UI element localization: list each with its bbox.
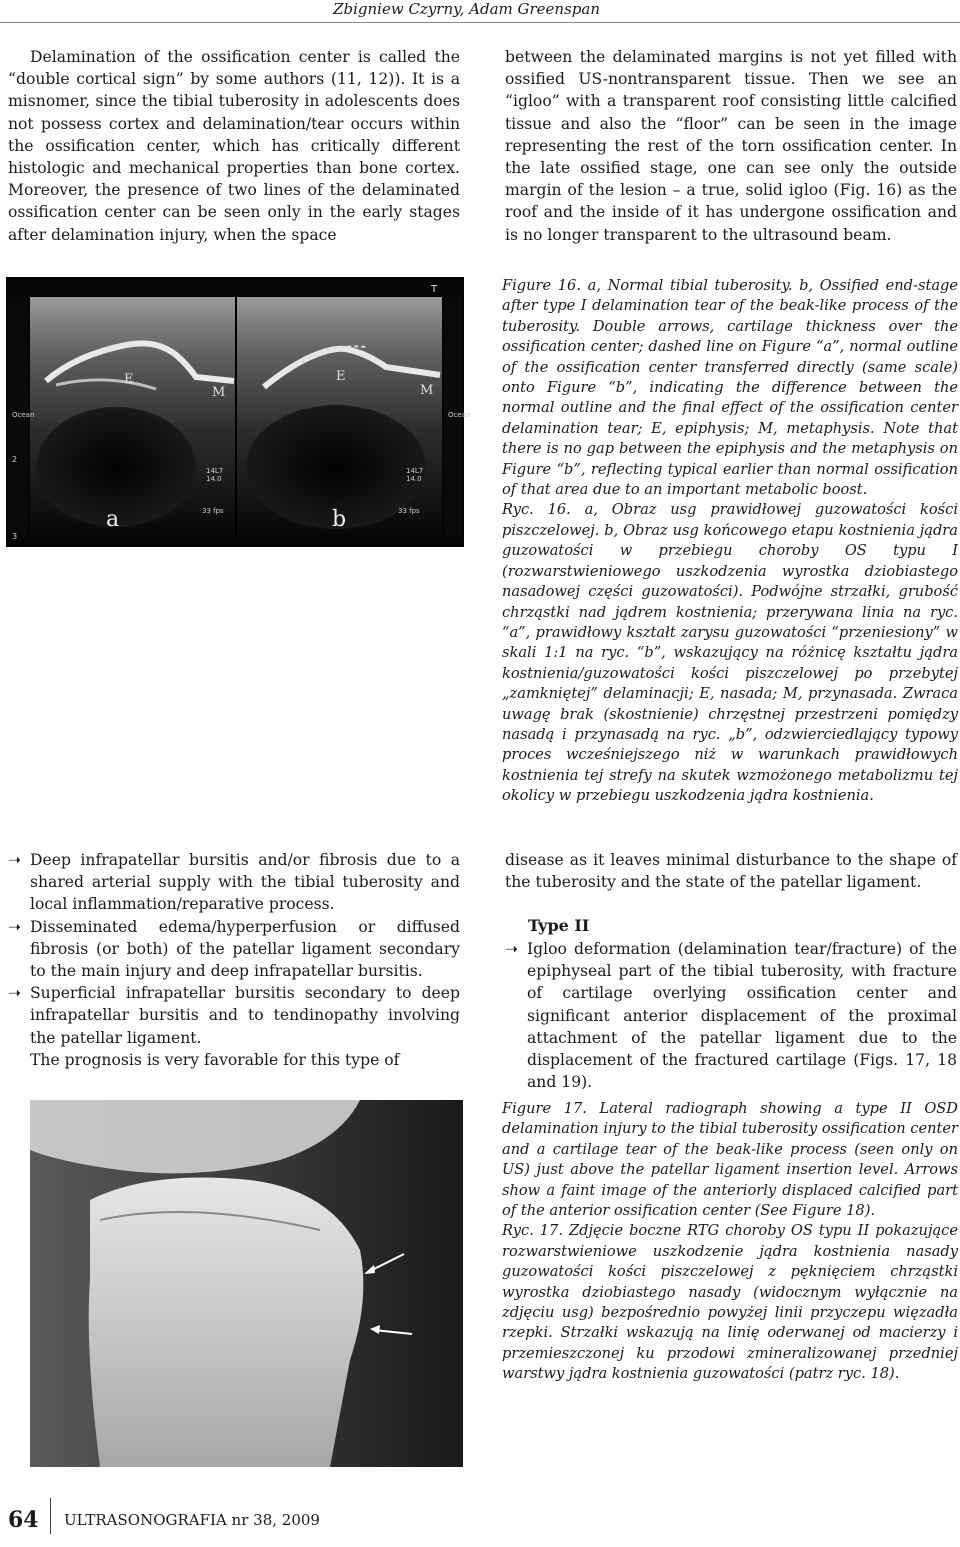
page-number: 64 (8, 1507, 39, 1533)
type-ii-bullet (505, 938, 957, 1093)
probe-text-left: 14L7 14.0 (206, 467, 224, 483)
caption-polish: Ryc. 16. a, Obraz usg prawidłowej guzowatości kości piszczelowej. b, Obraz usg końcowego etapu kostnienia jądra guzowatości w przebiegu choroby OS typu I (rozwarstwieniowego uszkodzenia wyrostka dziobiastego nasadowej części guzowatości). Podwójne strzałki, grubość chrząstki nad jądrem kostnienia; przerywana linia na ryc. “a”, prawidłowy kształt zarysu guzowatości “przeniesiony” w skali 1:1 na ryc. “b”, wskazujący na różnicę kształtu jądra kostnienia/guzowatości kości piszczelowej po przebytej „zamkniętej” delaminacji; E, nasada; M, przynasada. Zwraca uwagę brak (skostnienie) chrzęstnej przestrzeni pomiędzy nasadą i przynasadą na ryc. „b”, odzwierciedlający typowy proces wcześniejszego niż w warunkach prawidłowych kostnienia tej strefy na skutek wzmożonego metabolizmu tej okolicy w przebiegu uszkodzenia jądra kostnienia. (502, 501, 958, 805)
running-header-authors: Zbigniew Czyrny, Adam Greenspan (333, 0, 600, 18)
bullet-text: Igloo deformation (delamination tear/fracture) of the epiphyseal part of the tibial tuberosity, with fracture of cartilage overlying ossification center and significant anterior displacement of the proximal attachment of the patellar ligament due to the displacement of the fractured cartilage (Figs. 17, 18 and 19). (527, 940, 957, 1092)
bullet-text: Deep infrapatellar bursitis and/or fibrosis due to a shared arterial supply with the tibial tuberosity and local inflammation/reparative process. (30, 851, 460, 914)
top-left-paragraph (8, 46, 460, 246)
fps-text-right: 33 fps (398, 507, 420, 515)
arrow-bullet-icon: ➝ (8, 984, 22, 1003)
paragraph-text: disease as it leaves minimal disturbance to the shape of the tuberosity and the state of the patellar ligament. (505, 851, 957, 892)
bullet-text: Disseminated edema/hyperperfusion or diffused fibrosis (or both) of the patellar ligament secondary to the main injury and deep infrapatellar bursitis. (30, 917, 460, 981)
radiograph-graphic (30, 1100, 463, 1467)
svg-text:3: 3 (12, 532, 18, 541)
fps-text-left: 33 fps (202, 507, 224, 515)
paragraph-text: between the delaminated margins is not yet filled with ossified US-nontransparent tissue. Then we see an “igloo” with a transparent roof consisting little calcified tissue and also the “floor” can be seen in the image representing the rest of the torn ossification center. In the late ossified stage, one can see only the outside margin of the lesion – a true, solid igloo (Fig. 16) as the roof and the inside of it has undergone ossification and is no longer transparent to the ultrasound beam. (505, 48, 957, 244)
caption-english: Figure 16. a, Normal tibial tuberosity. b, Ossified end-stage after type I delamination tear of the beak-like process of the tuberosity. Double arrows, cartilage thickness over the ossification center; dashed line on Figure “a”, normal outline of the ossification center transferred directly (same scale) onto Figure “b”, indicating the difference between the normal outline and the final effect of the ossification center delamination tear; E, epiphysis; M, metaphysis. Note that there is no gap between the epiphysis and the metaphysis on Figure “b”, reflecting typical earlier than normal ossification of that area due to an important metabolic boost. (502, 277, 958, 499)
label-E-right: E (336, 369, 346, 384)
svg-text:Ocean: Ocean (12, 411, 35, 419)
list-item (8, 916, 460, 983)
arrow-bullet-icon: ➝ (505, 940, 519, 958)
panel-label-a: a (106, 507, 120, 532)
right-continuation (505, 849, 957, 893)
arrow-bullet-icon: ➝ (8, 917, 22, 936)
journal-name: ULTRASONOGRAFIA nr 38, 2009 (64, 1511, 320, 1529)
bullet-list-left (8, 849, 460, 1071)
svg-text:T: T (431, 284, 438, 295)
list-item (8, 982, 460, 1049)
label-M-right: M (420, 383, 434, 398)
panel-label-b: b (332, 507, 347, 532)
type-ii-heading: Type II (528, 916, 590, 935)
top-right-paragraph (505, 46, 957, 246)
footer-rule (50, 1498, 51, 1534)
probe-text-right: 14L7 14.0 (406, 467, 424, 483)
svg-text:Ocean: Ocean (448, 411, 471, 419)
caption-english: Figure 17. Lateral radiograph showing a type II OSD delamination injury to the tibial tuberosity ossification center and a cartilage tear of the beak-like process (seen only on US) just above the patellar ligament insertion level. Arrows show a faint image of the anteriorly displaced calcified part of the anterior ossification center (See Figure 18). (502, 1100, 958, 1220)
caption-polish: Ryc. 17. Zdjęcie boczne RTG choroby OS typu II pokazujące rozwarstwieniowe uszkodzenie jądra kostnienia nasady guzowatości kości piszczelowej z pęknięciem chrząstki wyrostka dziobiastego nasady (widocznym wyłącznie na zdjęciu usg) bezpośrednio powyżej linii przyczepu więzadła rzepki. Strzałki wskazują na linię oderwanej od macierzy i przemieszczonej ku przodowi zmineralizowanej przedniej warstwy jądra kostnienia guzowatości (patrz ryc. 18). (502, 1222, 958, 1383)
list-item (505, 938, 957, 1093)
arrow-bullet-icon: ➝ (8, 851, 22, 869)
figure-16-caption (502, 276, 958, 807)
paragraph-text: Delamination of the ossification center is called the “double cortical sign” by some authors (11, 12)). It is a misnomer, since the tibial tuberosity in adolescents does not possess cortex and delamination/tear occurs within the ossification center, which has critically different histologic and mechanical properties than bone cortex. Moreover, the presence of two lines of the delaminated ossification center can be seen only in the early stages after delamination injury, when the space (8, 48, 460, 244)
figure-17-caption (502, 1099, 958, 1385)
svg-text:2: 2 (12, 455, 18, 464)
figure-16-ultrasound-image (6, 277, 471, 547)
list-item (8, 849, 460, 916)
label-E-left: E (124, 372, 134, 387)
figure-17-radiograph-image (30, 1100, 463, 1467)
header-rule (0, 22, 960, 23)
label-M-left: M (212, 385, 226, 400)
bullet-text: Superficial infrapatellar bursitis secondary to deep infrapatellar bursitis and to tendinopathy involving the patellar ligament. (30, 984, 460, 1047)
prognosis-text: The prognosis is very favorable for this type of (30, 1050, 400, 1069)
ultrasound-image-graphic (6, 277, 471, 547)
